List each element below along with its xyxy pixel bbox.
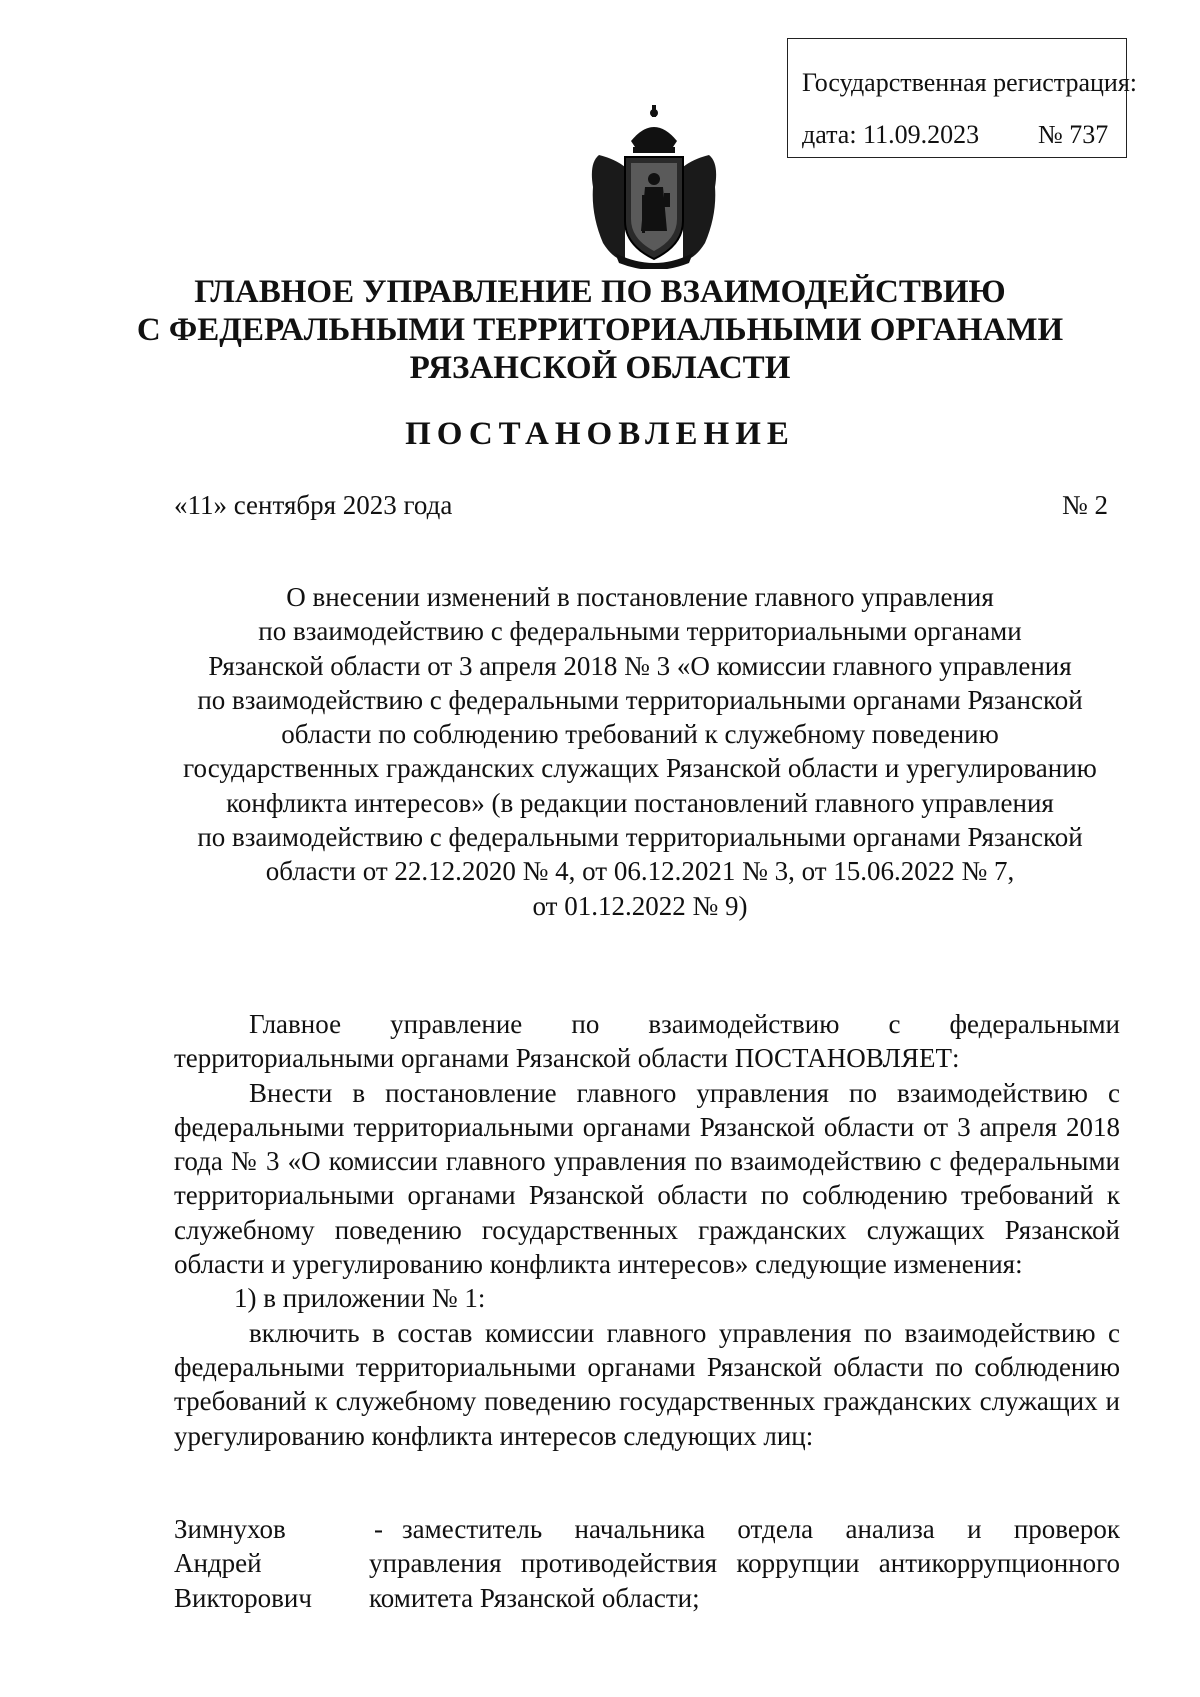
- title-line: конфликта интересов» (в редакции постановлений главного управления: [226, 787, 1054, 818]
- body-paragraph-changes: Внести в постановление главного управления по взаимодействию с федеральными территориальными органами Рязанской области от 3 апреля 2018 года № 3 «О комиссии главного управления по взаимодействию с федеральными территориальными органами Рязанской области по соблюдению требований к служебному поведению государственных гражданских служащих Рязанской области и урегулированию конфликта интересов» следующие изменения:: [174, 1077, 1120, 1280]
- title-line: Рязанской области от 3 апреля 2018 № 3 «О комиссии главного управления: [208, 650, 1072, 681]
- title-line: области по соблюдению требований к служебному поведению: [281, 719, 999, 750]
- member-full-name: [174, 1512, 344, 1615]
- document-number: № 2: [1062, 490, 1109, 520]
- registration-heading: Государственная регистрация:: [802, 68, 1138, 97]
- document-date: «11» сентября 2023 года: [174, 490, 453, 520]
- document-body: [174, 1007, 1120, 1453]
- title-line: государственных гражданских служащих Рязанской области и урегулированию: [183, 753, 1097, 784]
- title-line: по взаимодействию с федеральными территориальными органами Рязанской: [197, 822, 1083, 853]
- registration-date: дата: 11.09.2023: [802, 120, 980, 149]
- body-item-1: 1) в приложении № 1:: [234, 1283, 486, 1314]
- ryazan-coat-of-arms-icon: [585, 103, 723, 269]
- title-line: О внесении изменений в постановление главного управления: [286, 582, 994, 612]
- title-line: от 01.12.2022 № 9): [532, 890, 748, 921]
- title-line: по взаимодействию с федеральными территориальными органами Рязанской: [197, 684, 1083, 715]
- organization-name: [0, 273, 1200, 387]
- member-patronymic: Викторович: [174, 1582, 312, 1613]
- registration-number: № 737: [1038, 120, 1109, 149]
- organization-line-3: РЯЗАНСКОЙ ОБЛАСТИ: [409, 350, 791, 386]
- document-type: ПОСТАНОВЛЕНИЕ: [405, 416, 795, 452]
- member-name: Андрей: [174, 1548, 262, 1579]
- member-dash: -: [374, 1514, 383, 1544]
- member-surname: Зимнухов: [174, 1514, 286, 1544]
- body-paragraph-resolves: Главное управление по взаимодействию с федеральными территориальными органами Рязанской области ПОСТАНОВЛЯЕТ:: [174, 1009, 1120, 1074]
- title-line: по взаимодействию с федеральными территориальными органами: [258, 616, 1022, 647]
- document-title: [160, 580, 1120, 923]
- organization-line-1: ГЛАВНОЕ УПРАВЛЕНИЕ ПО ВЗАИМОДЕЙСТВИЮ: [194, 274, 1006, 310]
- title-line: области от 22.12.2020 № 4, от 06.12.2021 № 3, от 15.06.2022 № 7,: [265, 856, 1015, 887]
- member-position: заместитель начальника отдела анализа и проверок управления противодействия коррупции антикоррупционного комитета Рязанской области;: [369, 1514, 1120, 1613]
- body-paragraph-include: включить в состав комиссии главного управления по взаимодействию с федеральными территориальными органами Рязанской области по соблюдению требований к служебному поведению государственных гражданских служащих и урегулированию конфликта интересов следующих лиц:: [174, 1317, 1120, 1451]
- organization-line-2: С ФЕДЕРАЛЬНЫМИ ТЕРРИТОРИАЛЬНЫМИ ОРГАНАМИ: [136, 312, 1064, 348]
- registration-stamp: [787, 38, 1138, 158]
